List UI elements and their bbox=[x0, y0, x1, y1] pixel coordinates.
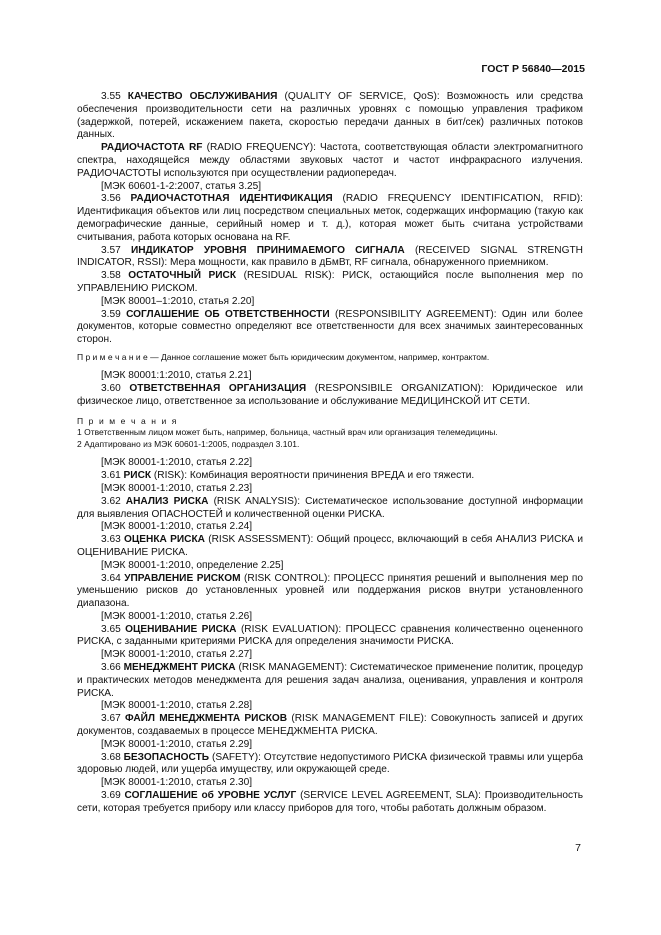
entry-definition: (SAFETY): Отсутствие недопустимого РИСКА физической травмы или ущерба здоровью людей, или ущерба имуществу, или окружающей среде. bbox=[77, 751, 583, 776]
entry-definition: (RISK ANALYSIS): Систематическое использование доступной информации для выявления ОПАСНОСТЕЙ и количественной оценки РИСКА. bbox=[77, 495, 583, 520]
note bbox=[77, 352, 583, 364]
entry-3-64 bbox=[77, 573, 583, 611]
entry-definition: (RADIO FREQUENCY IDENTIFICATION, RFID): Идентификация объектов или лиц посредством специальных меток, содержащих информацию (такую как демографические данные, серийный номер и т. д.), которая может быть считана устройствами считывания, работа которых основана на RF. bbox=[77, 193, 583, 243]
entry-number: 3.60 bbox=[101, 383, 121, 395]
entry-number: 3.65 bbox=[101, 623, 121, 635]
entry-reference: [МЭК 80001-1:2010, статья 2.24] bbox=[101, 521, 253, 533]
entry-reference: [МЭК 80001-1:2010, статья 2.27] bbox=[101, 649, 253, 661]
entry-number: 3.56 bbox=[101, 193, 121, 205]
entry-reference: [МЭК 80001–1:2010, статья 2.20] bbox=[101, 295, 255, 307]
entry-term: РИСК bbox=[123, 470, 152, 482]
entry-3-67 bbox=[77, 713, 583, 739]
entry-number: 3.59 bbox=[101, 308, 121, 320]
entry-3-62 bbox=[77, 496, 583, 522]
entry-3-65 bbox=[77, 624, 583, 650]
entry-reference: [МЭК 80001-1:2010, статья 2.26] bbox=[101, 610, 253, 622]
entry-term: УПРАВЛЕНИЕ РИСКОМ bbox=[124, 572, 241, 584]
entry-definition: (RISK MANAGEMENT): Систематическое применение политик, процедур и практических методов менеджмента для решения задач анализа, оценивания, управления и контроля РИСКА. bbox=[77, 662, 583, 699]
note-text: — Данное соглашение может быть юридическим документом, например, контрактом. bbox=[147, 351, 490, 362]
entry-3-59 bbox=[77, 309, 583, 347]
notes-label: П р и м е ч а н и я bbox=[77, 415, 179, 426]
entry-definition: (RISK MANAGEMENT FILE): Совокупность записей и других документов, создаваемых в процессе МЕНЕДЖМЕНТА РИСКА. bbox=[77, 713, 583, 738]
entry-reference: [МЭК 80001-1:2010, статья 2.23] bbox=[101, 482, 253, 494]
entry-term: РАДИОЧАСТОТНАЯ ИДЕНТИФИКАЦИЯ bbox=[130, 193, 333, 205]
entry-reference: [МЭК 80001-1:2010, статья 2.28] bbox=[101, 700, 253, 712]
entry-3-66 bbox=[77, 662, 583, 700]
entry-3-56 bbox=[77, 193, 583, 244]
entry-term: ОЦЕНИВАНИЕ РИСКА bbox=[125, 623, 237, 635]
entry-term: СОГЛАШЕНИЕ ОБ ОТВЕТСТВЕННОСТИ bbox=[126, 308, 330, 320]
entry-number: 3.55 bbox=[101, 91, 121, 102]
entry-term: ОТВЕТСТВЕННАЯ ОРГАНИЗАЦИЯ bbox=[129, 383, 307, 395]
entry-term: МЕНЕДЖМЕНТ РИСКА bbox=[123, 662, 236, 674]
entry-number: 3.58 bbox=[101, 270, 121, 282]
entry-definition: (RESPONSIBILITY AGREEMENT): Один или более документов, которые совместно определяют все ответственности для всех значимых заинтересованных сторон. bbox=[77, 308, 583, 346]
document-id: ГОСТ Р 56840—2015 bbox=[481, 63, 585, 75]
note-label: П р и м е ч а н и е bbox=[77, 351, 148, 362]
entry-reference: [МЭК 80001-1:2010, статья 2.22] bbox=[101, 457, 253, 469]
entry-term: СОГЛАШЕНИЕ об УРОВНЕ УСЛУГ bbox=[124, 790, 297, 802]
entry-reference: [МЭК 80001:1:2010, статья 2.21] bbox=[101, 370, 252, 382]
entry-3-68 bbox=[77, 752, 583, 778]
entry-definition: (RISK EVALUATION): ПРОЦЕСС сравнения количественно оцененного РИСКА, с заданными критериями РИСКА для определения значимости РИСКА. bbox=[77, 623, 583, 648]
entry-number: 3.67 bbox=[101, 713, 121, 725]
document-body bbox=[77, 91, 583, 816]
notes-block bbox=[77, 416, 583, 451]
entry-3-60 bbox=[77, 383, 583, 409]
entry-reference: [МЭК 60601-1-2:2007, статья 3.25] bbox=[101, 180, 262, 192]
entry-3-55 bbox=[77, 91, 583, 142]
entry-definition: (RESIDUAL RISK): РИСК, остающийся после выполнения мер по УПРАВЛЕНИЮ РИСКОМ. bbox=[77, 270, 583, 294]
entry-3-57 bbox=[77, 245, 583, 271]
entry-definition: (RESPONSIBILE ORGANIZATION): Юридическое или физическое лицо, ответственное за использование и обслуживание МЕДИЦИНСКОЙ ИТ СЕТИ. bbox=[77, 383, 583, 408]
note-1: 1 Ответственным лицом может быть, например, больница, частный врач или организация телемедицины. bbox=[77, 427, 498, 438]
entry-number: 3.66 bbox=[101, 662, 121, 674]
entry-term: ОЦЕНКА РИСКА bbox=[124, 534, 205, 546]
entry-reference: [МЭК 80001-1:2010, статья 2.30] bbox=[101, 777, 253, 789]
note-2: 2 Адаптировано из МЭК 60601-1:2005, подраздел 3.101. bbox=[77, 438, 300, 449]
entry-definition: (RISK): Комбинация вероятности причинения ВРЕДА и его тяжести. bbox=[153, 470, 475, 482]
entry-definition: (QUALITY OF SERVICE, QoS): Возможность или средства обеспечения производительности сети на различных уровнях с помощью управления трафиком (задержкой, потерей, искажением пакета, скоростью передачи данных в бит/сек) различных потоков данных. bbox=[77, 91, 583, 141]
entry-number: 3.64 bbox=[101, 572, 121, 584]
entry-rf bbox=[77, 142, 583, 180]
entry-reference: [МЭК 80001-1:2010, статья 2.29] bbox=[101, 738, 253, 750]
entry-term: КАЧЕСТВО ОБСЛУЖИВАНИЯ bbox=[127, 91, 278, 102]
entry-term: РАДИОЧАСТОТА RF bbox=[101, 142, 203, 154]
entry-number: 3.63 bbox=[101, 534, 121, 546]
entry-3-58 bbox=[77, 270, 583, 296]
entry-number: 3.61 bbox=[101, 470, 121, 482]
entry-term: ФАЙЛ МЕНЕДЖМЕНТА РИСКОВ bbox=[124, 713, 288, 725]
page-number: 7 bbox=[575, 842, 581, 854]
entry-definition: (SERVICE LEVEL AGREEMENT, SLA): Производительность сети, которая требуется прибору или классу приборов для того, чтобы работать должным образом. bbox=[77, 790, 583, 814]
entry-definition: (RISK CONTROL): ПРОЦЕСС принятия решений и выполнения мер по уменьшению рисков до установленных уровней или поддержания рисков внутри установленного диапазона. bbox=[77, 572, 583, 610]
entry-number: 3.57 bbox=[101, 244, 121, 256]
entry-term: ОСТАТОЧНЫЙ РИСК bbox=[128, 270, 237, 282]
entry-3-63 bbox=[77, 534, 583, 560]
entry-definition: (RISK ASSESSMENT): Общий процесс, включающий в себя АНАЛИЗ РИСКА и ОЦЕНИВАНИЕ РИСКА. bbox=[77, 534, 583, 558]
entry-3-61 bbox=[77, 470, 583, 483]
entry-term: БЕЗОПАСНОСТЬ bbox=[123, 751, 210, 763]
entry-definition: (RECEIVED SIGNAL STRENGTH INDICATOR, RSSI): Мера мощности, как правило в дБмВт, RF сигнала, обнаруженного приемником. bbox=[77, 244, 583, 269]
entry-number: 3.62 bbox=[101, 495, 121, 507]
entry-term: АНАЛИЗ РИСКА bbox=[125, 495, 209, 507]
entry-definition: (RADIO FREQUENCY): Частота, соответствующая области электромагнитного спектра, находящейся между областями звуковых частот и частот инфракрасного излучения. РАДИОЧАСТОТЫ используются при осуществлении радиопередач. bbox=[77, 142, 583, 179]
entry-3-69 bbox=[77, 790, 583, 816]
entry-term: ИНДИКАТОР УРОВНЯ ПРИНИМАЕМОГО СИГНАЛА bbox=[130, 244, 405, 256]
entry-number: 3.68 bbox=[101, 751, 121, 763]
entry-reference: [МЭК 80001-1:2010, определение 2.25] bbox=[101, 559, 284, 571]
entry-number: 3.69 bbox=[101, 790, 121, 802]
